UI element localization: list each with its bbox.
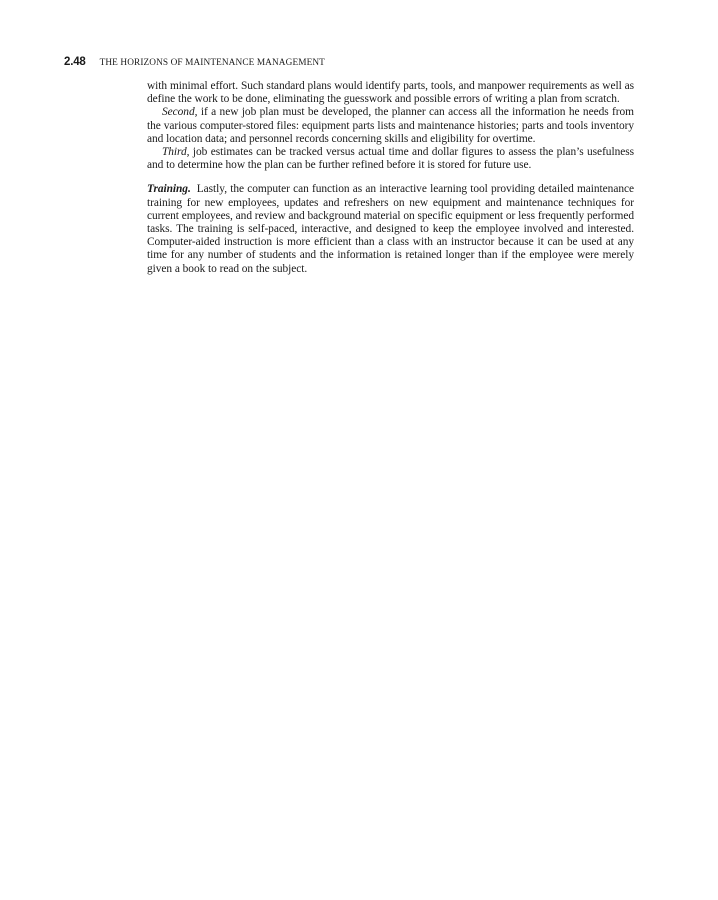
paragraph-continuation: with minimal effort. Such standard plans would identify parts, tools, and manpower requirements as well as define the work to be done, eliminating the guesswork and possible errors of writing a plan from scratch. bbox=[147, 80, 634, 106]
paragraph-second-text: if a new job plan must be developed, the planner can access all the information he needs from the various computer-stored files: equipment parts lists and maintenance histories; parts and tools inventory and location data; and personnel records concerning skills and eligibility for overtime. bbox=[147, 106, 634, 145]
paragraph-third-text: job estimates can be tracked versus actual time and dollar figures to assess the plan’s usefulness and to determine how the plan can be further refined before it is stored for future use. bbox=[147, 146, 634, 172]
page-number: 2.48 bbox=[64, 56, 86, 68]
lead-word-third: Third, bbox=[162, 146, 190, 159]
body-text bbox=[147, 80, 634, 276]
lead-word-second: Second, bbox=[162, 106, 198, 119]
paragraph-third bbox=[147, 146, 634, 172]
paragraph-training bbox=[147, 183, 634, 275]
paragraph-second bbox=[147, 106, 634, 146]
running-title: THE HORIZONS OF MAINTENANCE MANAGEMENT bbox=[99, 58, 325, 68]
running-head bbox=[64, 52, 644, 68]
training-heading: Training. bbox=[147, 183, 191, 196]
training-text: Lastly, the computer can function as an interactive learning tool providing detailed maintenance training for new employees, updates and refreshers on new equipment and maintenance techniques for current employees, and review and background material on specific equipment or less frequently performed tasks. The training is self-paced, interactive, and designed to keep the employee involved and interested. Computer-aided instruction is more efficient than a class with an instructor because it can be used at any time for any number of students and the information is retained longer than if the employee were merely given a book to read on the subject. bbox=[147, 183, 634, 275]
